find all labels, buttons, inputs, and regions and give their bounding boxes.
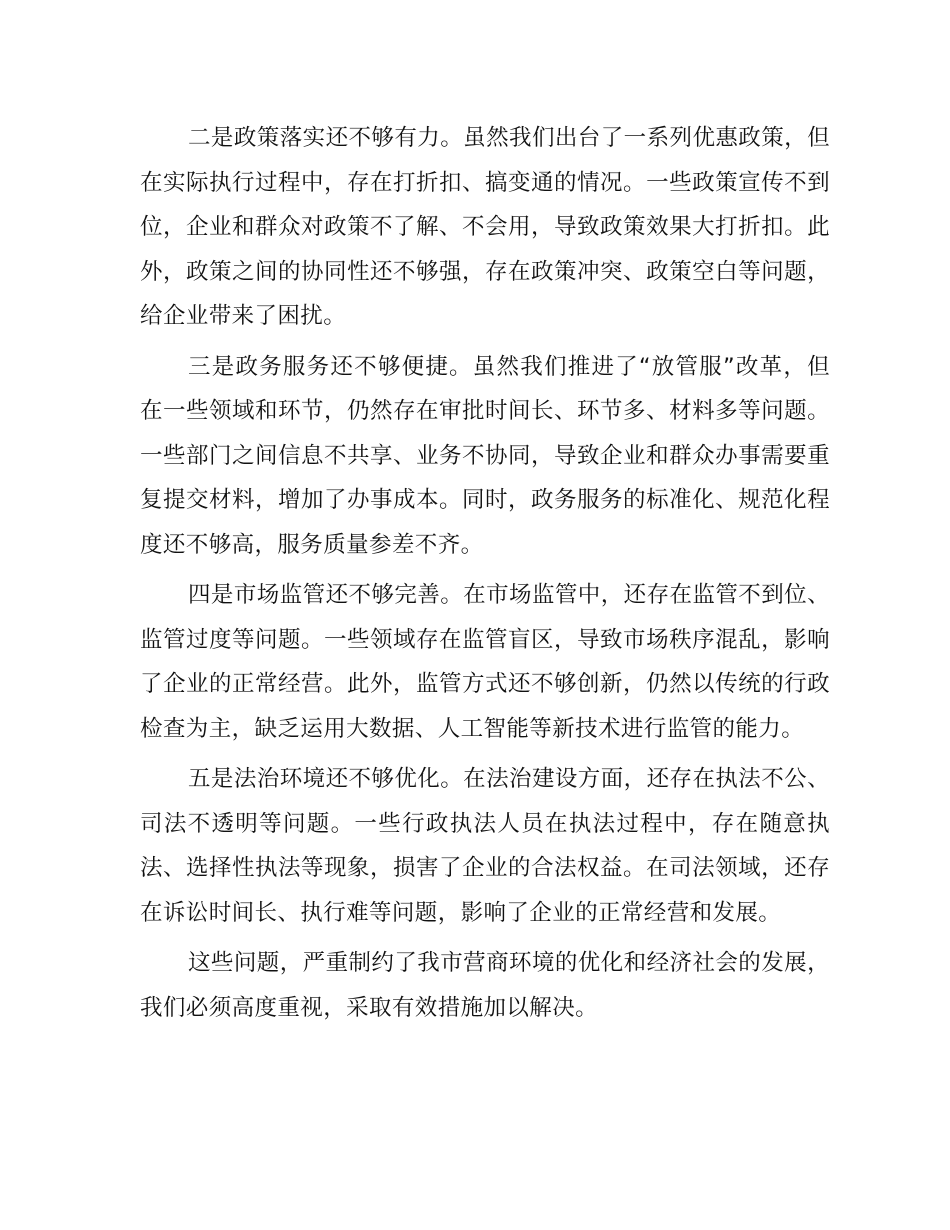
paragraph-conclusion: 这些问题，严重制约了我市营商环境的优化和经济社会的发展，我们必须高度重视，采取有效措施加以解决。 (140, 950, 830, 1021)
paragraph-government-services: 三是政务服务还不够便捷。虽然我们推进了“放管服”改革，但在一些领域和环节，仍然存在审批时间长、环节多、材料多等问题。一些部门之间信息不共享、业务不协同，导致企业和群众办事需要重复提交材料，增加了办事成本。同时，政务服务的标准化、规范化程度还不够高，服务质量参差不齐。 (140, 353, 830, 558)
paragraph-policy-implementation: 二是政策落实还不够有力。虽然我们出台了一系列优惠政策，但在实际执行过程中，存在打折扣、搞变通的情况。一些政策宣传不到位，企业和群众对政策不了解、不会用，导致政策效果大打折扣。此外，政策之间的协同性还不够强，存在政策冲突、政策空白等问题，给企业带来了困扰。 (140, 125, 830, 329)
paragraph-market-supervision: 四是市场监管还不够完善。在市场监管中，还存在监管不到位、监管过度等问题。一些领域存在监管盲区，导致市场秩序混乱，影响了企业的正常经营。此外，监管方式还不够创新，仍然以传统的行政检查为主，缺乏运用大数据、人工智能等新技术进行监管的能力。 (140, 582, 830, 742)
document-page (140, 116, 830, 1036)
paragraph-rule-of-law: 五是法治环境还不够优化。在法治建设方面，还存在执法不公、司法不透明等问题。一些行政执法人员在执法过程中，存在随意执法、选择性执法等现象，损害了企业的合法权益。在司法领域，还存在诉讼时间长、执行难等问题，影响了企业的正常经营和发展。 (140, 766, 830, 926)
